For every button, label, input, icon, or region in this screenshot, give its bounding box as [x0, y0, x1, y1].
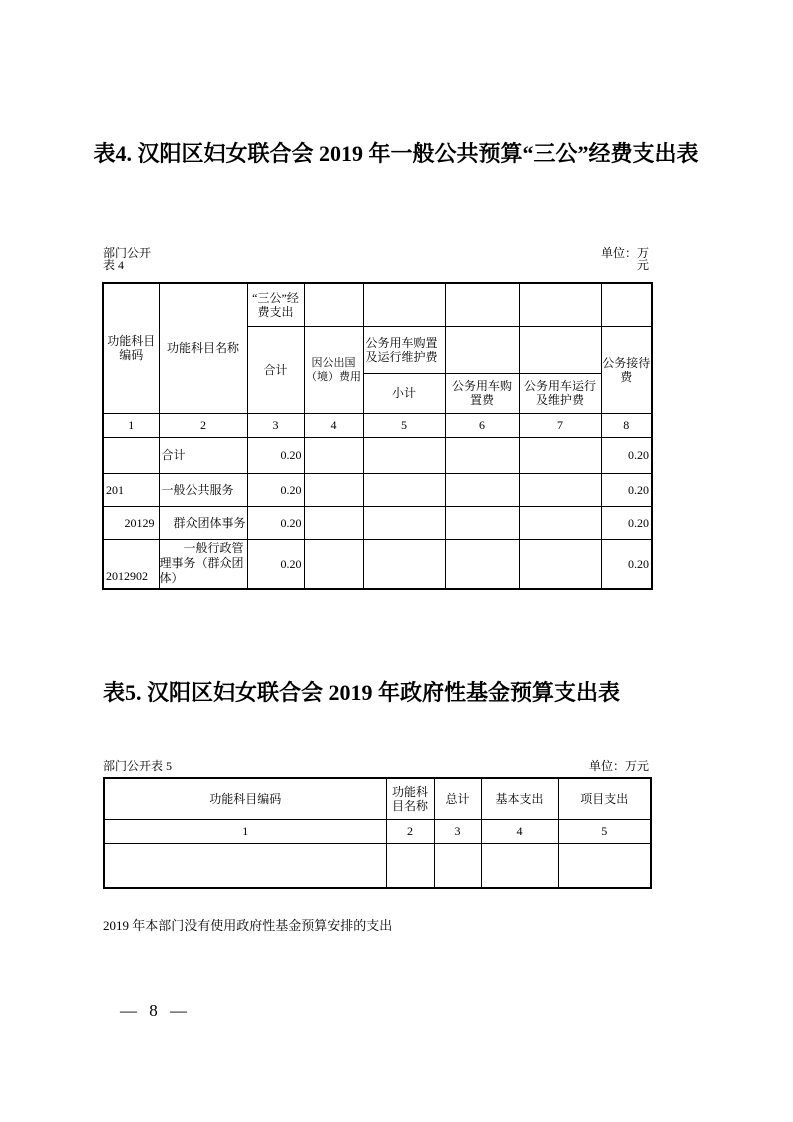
operation-cell — [519, 437, 601, 473]
total-cell: 0.20 — [247, 506, 304, 539]
grand-total-cell — [434, 843, 481, 888]
table5-unit-label: 单位：万元 — [588, 759, 649, 773]
header-empty-cell — [304, 283, 363, 326]
column-number-row — [104, 819, 651, 843]
reception-cell: 0.20 — [601, 539, 652, 589]
table4-unit-label: 单位：万元 — [600, 246, 649, 272]
column-number: 4 — [481, 819, 558, 843]
name-cell: 一般公共服务 — [159, 473, 247, 506]
header-three-public-expense: “三公”经费支出 — [247, 283, 304, 326]
subtotal-cell — [363, 437, 445, 473]
name-cell: 群众团体事务 — [159, 506, 247, 539]
abroad-cell — [304, 506, 363, 539]
column-number-row — [103, 413, 652, 437]
header-row-1 — [103, 283, 652, 326]
name-cell — [386, 843, 434, 888]
header-empty-cell — [519, 326, 601, 373]
table-row-20129 — [103, 506, 652, 539]
column-number: 2 — [386, 819, 434, 843]
abroad-cell — [304, 437, 363, 473]
page-number: — 8 — — [120, 1001, 191, 1020]
header-function-code: 功能科目编码 — [104, 778, 386, 819]
column-number: 1 — [104, 819, 386, 843]
table-row-201 — [103, 473, 652, 506]
header-empty-cell — [445, 326, 519, 373]
basic-expense-cell — [481, 843, 558, 888]
column-number: 6 — [445, 413, 519, 437]
total-cell: 0.20 — [247, 437, 304, 473]
column-number: 5 — [558, 819, 651, 843]
table5-caption: 部门公开表 5 — [103, 759, 173, 773]
purchase-cell — [445, 506, 519, 539]
abroad-cell — [304, 539, 363, 589]
total-cell: 0.20 — [247, 473, 304, 506]
header-vehicle-operation: 公务用车运行及维护费 — [519, 373, 601, 413]
three-public-expense-table — [102, 282, 653, 590]
header-reception-expense: 公务接待费 — [601, 326, 652, 413]
header-empty-cell — [601, 283, 652, 326]
project-expense-cell — [558, 843, 651, 888]
code-cell: 2012902 — [103, 539, 159, 589]
code-cell: 201 — [103, 473, 159, 506]
header-empty-cell — [519, 283, 601, 326]
table-row-empty — [104, 843, 651, 888]
table-row-total — [103, 437, 652, 473]
column-number: 8 — [601, 413, 652, 437]
column-number: 7 — [519, 413, 601, 437]
column-number: 4 — [304, 413, 363, 437]
name-cell: 合计 — [159, 437, 247, 473]
reception-cell: 0.20 — [601, 437, 652, 473]
table4-title: 表4. 汉阳区妇女联合会 2019 年一般公共预算“三公”经费支出表 — [93, 141, 699, 166]
footnote-text: 2019 年本部门没有使用政府性基金预算安排的支出 — [103, 918, 393, 933]
purchase-cell — [445, 473, 519, 506]
column-number: 2 — [159, 413, 247, 437]
header-function-name: 功能科目名称 — [159, 283, 247, 413]
reception-cell: 0.20 — [601, 473, 652, 506]
header-project-expense: 项目支出 — [558, 778, 651, 819]
code-cell — [104, 843, 386, 888]
column-number: 1 — [103, 413, 159, 437]
header-function-code: 功能科目编码 — [103, 283, 159, 413]
header-function-name: 功能科目名称 — [386, 778, 434, 819]
header-vehicle-subtotal: 小计 — [363, 373, 445, 413]
header-total: 合计 — [247, 326, 304, 413]
reception-cell: 0.20 — [601, 506, 652, 539]
total-cell: 0.20 — [247, 539, 304, 589]
purchase-cell — [445, 437, 519, 473]
operation-cell — [519, 506, 601, 539]
header-empty-cell — [363, 283, 445, 326]
table5-title: 表5. 汉阳区妇女联合会 2019 年政府性基金预算支出表 — [103, 680, 621, 705]
operation-cell — [519, 473, 601, 506]
column-number: 3 — [247, 413, 304, 437]
code-cell: 20129 — [103, 506, 159, 539]
header-abroad-expense: 因公出国（境）费用 — [304, 326, 363, 413]
abroad-cell — [304, 473, 363, 506]
name-cell: 一般行政管理事务（群众团体） — [159, 539, 247, 589]
operation-cell — [519, 539, 601, 589]
header-vehicle-group: 公务用车购置及运行维护费 — [363, 326, 445, 373]
government-fund-budget-table — [103, 777, 652, 889]
code-cell — [103, 437, 159, 473]
column-number: 5 — [363, 413, 445, 437]
table4-caption: 部门公开表 4 — [103, 246, 152, 272]
subtotal-cell — [363, 473, 445, 506]
header-vehicle-purchase: 公务用车购置费 — [445, 373, 519, 413]
header-basic-expense: 基本支出 — [481, 778, 558, 819]
table-row-2012902 — [103, 539, 652, 589]
subtotal-cell — [363, 539, 445, 589]
header-row — [104, 778, 651, 819]
column-number: 3 — [434, 819, 481, 843]
header-empty-cell — [445, 283, 519, 326]
subtotal-cell — [363, 506, 445, 539]
header-grand-total: 总计 — [434, 778, 481, 819]
purchase-cell — [445, 539, 519, 589]
